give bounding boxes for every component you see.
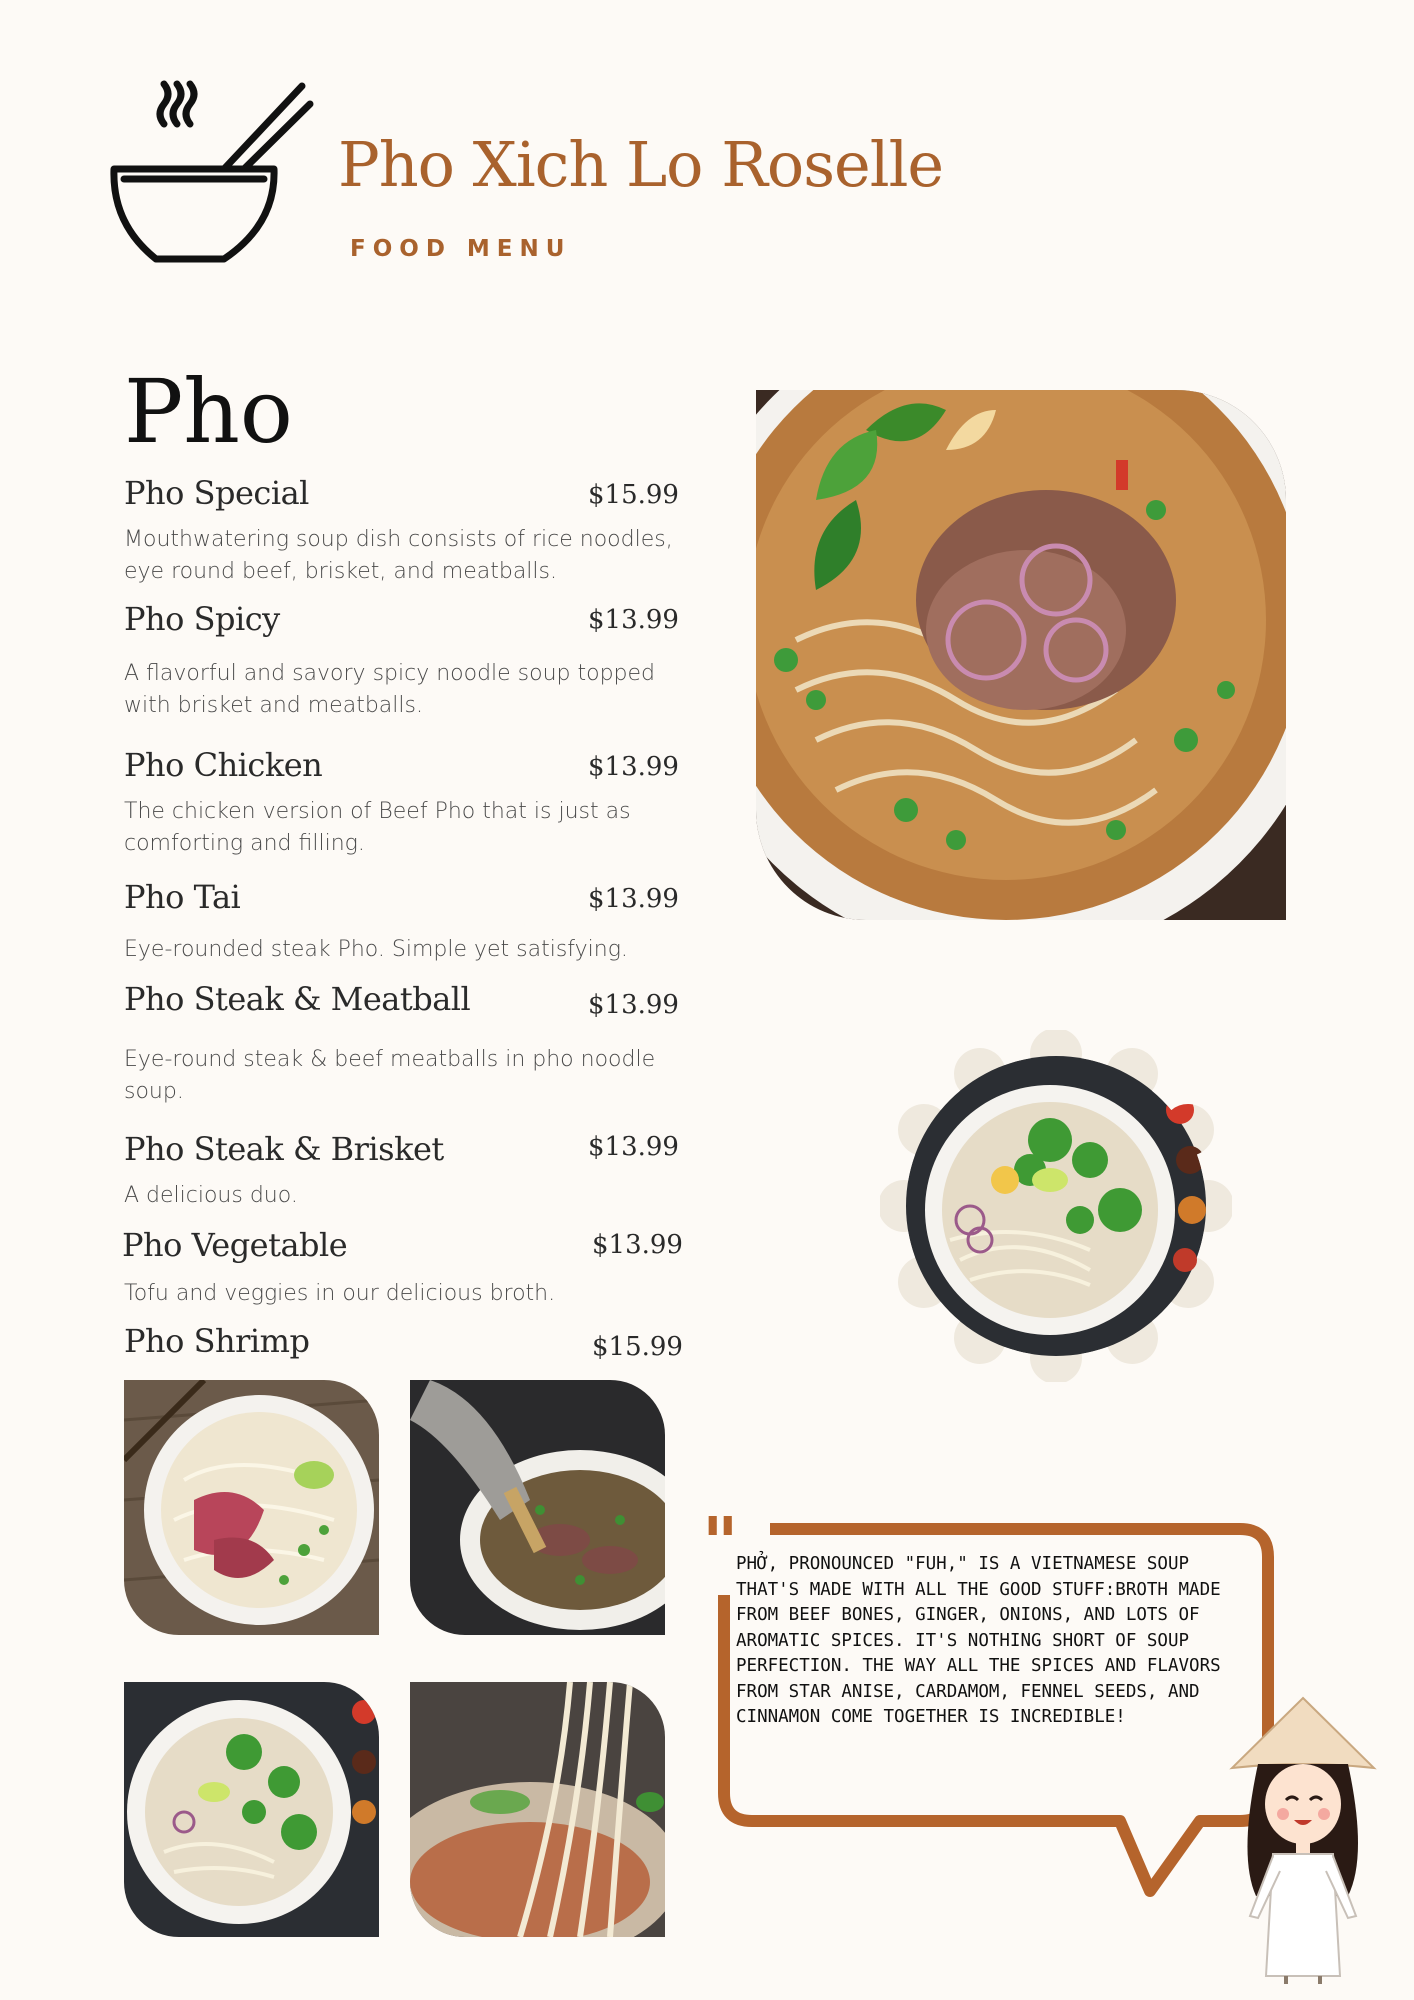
- item-desc: Eye-rounded steak Pho. Simple yet satisfying.: [124, 937, 628, 962]
- item-price: $13.99: [588, 752, 679, 782]
- herb-pho-photo: [124, 1682, 379, 1937]
- girl-illustration: [1228, 1696, 1378, 1986]
- section-title: Pho: [124, 360, 293, 463]
- item-desc: A flavorful and savory spicy noodle soup topped with brisket and meatballs.: [124, 661, 656, 718]
- item-desc: The chicken version of Beef Pho that is just as comforting and filling.: [124, 799, 631, 856]
- item-price: $15.99: [592, 1332, 683, 1362]
- item-desc: Mouthwatering soup dish consists of rice noodles, eye round beef, brisket, and meatballs.: [124, 527, 673, 584]
- item-name: Pho Vegetable: [122, 1226, 348, 1264]
- item-desc: A delicious duo.: [124, 1183, 298, 1208]
- item-name: Pho Steak & Meatball: [124, 980, 471, 1018]
- brand-name: Pho Xich Lo Roselle: [338, 128, 944, 201]
- item-price: $13.99: [588, 884, 679, 914]
- item-desc: Tofu and veggies in our delicious broth.: [124, 1281, 556, 1306]
- scallop-pho-photo: [880, 1030, 1232, 1382]
- hero-pho-photo: [756, 390, 1286, 920]
- quote-text: PHỞ, PRONOUNCED "FUH," IS A VIETNAMESE SOUP THAT'S MADE WITH ALL THE GOOD STUFF:BROTH MADE FROM BEEF BONES, GINGER, ONIONS, AND LOTS OF AROMATIC SPICES. IT'S NOTHING SHORT OF SOUP PERFECTION. THE WAY ALL THE SPICES AND FLAVORS FROM STAR ANISE, CARDAMOM, FENNEL SEEDS, AND CINNAMON COME TOGETHER IS INCREDIBLE!: [736, 1554, 1221, 1727]
- item-name: Pho Chicken: [124, 746, 323, 784]
- item-price: $13.99: [588, 1132, 679, 1162]
- noodle-lift-photo: [410, 1682, 665, 1937]
- menu-subtitle: FOOD MENU: [350, 236, 572, 262]
- item-name: Pho Steak & Brisket: [124, 1130, 444, 1168]
- item-price: $15.99: [588, 480, 679, 510]
- broth-pour-photo: [410, 1380, 665, 1635]
- item-price: $13.99: [592, 1230, 683, 1260]
- item-name: Pho Spicy: [124, 600, 280, 638]
- bowl-chopsticks-icon: [104, 74, 324, 274]
- item-desc: Eye-round steak & beef meatballs in pho noodle soup.: [124, 1047, 656, 1104]
- item-price: $13.99: [588, 605, 679, 635]
- quote-mark-icon: ": [702, 1505, 739, 1584]
- item-name: Pho Tai: [124, 878, 241, 916]
- beef-pho-photo: [124, 1380, 379, 1635]
- item-name: Pho Special: [124, 474, 309, 512]
- item-price: $13.99: [588, 990, 679, 1020]
- item-name: Pho Shrimp: [124, 1322, 310, 1360]
